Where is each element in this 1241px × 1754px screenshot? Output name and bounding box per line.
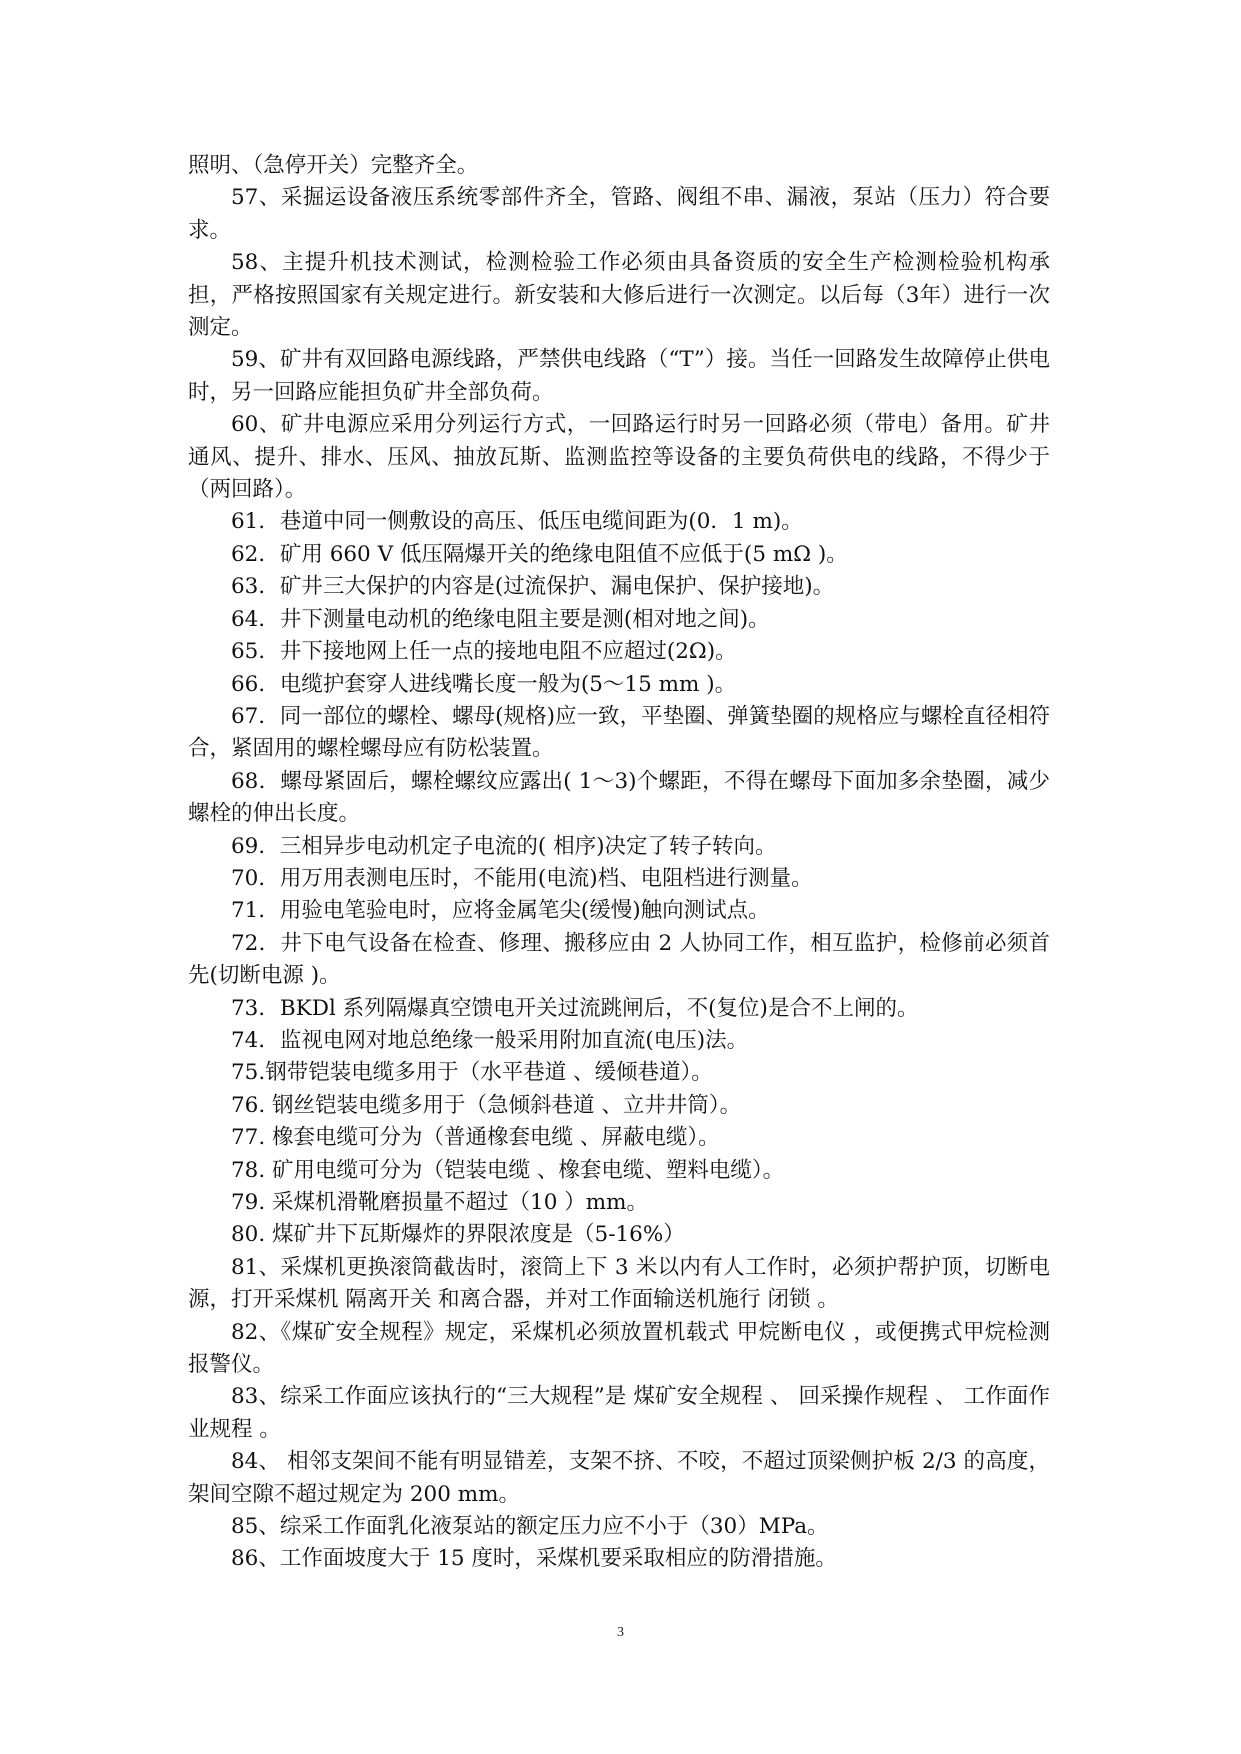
paragraph-item-64: 64．井下测量电动机的绝缘电阻主要是测(相对地之间)。 xyxy=(231,606,770,632)
page-body xyxy=(188,150,1050,1576)
paragraph-item-62: 62．矿用 660 V 低压隔爆开关的绝缘电阻值不应低于(5 mΩ )。 xyxy=(231,541,848,567)
paragraph-item-67: 67．同一部位的螺栓、螺母(规格)应一致，平垫圈、弹簧垫圈的规格应与螺栓直径相符合，紧固用的螺栓螺母应有防松装置。 xyxy=(188,703,1050,762)
paragraph-item-68: 68．螺母紧固后，螺栓螺纹应露出( 1～3)个螺距，不得在螺母下面加多余垫圈，减少螺栓的伸出长度。 xyxy=(188,768,1050,827)
paragraph-item-84: 84、 相邻支架间不能有明显错差，支架不挤、不咬，不超过顶梁侧护板 2/3 的高度，架间空隙不超过规定为 200 mm。 xyxy=(188,1449,1050,1507)
paragraph-item-74: 74．监视电网对地总绝缘一般采用附加直流(电压)法。 xyxy=(231,1027,749,1053)
paragraph-item-76: 76. 钢丝铠装电缆多用于（急倾斜巷道 、立井井筒）。 xyxy=(231,1092,742,1118)
paragraph-item-79: 79. 采煤机滑靴磨损量不超过（10 ）mm。 xyxy=(231,1190,648,1215)
paragraph-item-80: 80. 煤矿井下瓦斯爆炸的界限浓度是（5-16%） xyxy=(231,1222,685,1248)
paragraph-item-63: 63．矿井三大保护的内容是(过流保护、漏电保护、保护接地)。 xyxy=(231,574,835,600)
paragraph-item-66: 66．电缆护套穿人进线嘴长度一般为(5～15 mm )。 xyxy=(231,671,737,697)
paragraph-continuation: 照明、（急停开关）完整齐全。 xyxy=(188,153,479,178)
paragraph-item-82: 82、《煤矿安全规程》规定，采煤机必须放置机载式 甲烷断电仪 ，或便携式甲烷检测报警仪。 xyxy=(188,1319,1050,1378)
paragraph-item-85: 85、综采工作面乳化液泵站的额定压力应不小于（30）MPa。 xyxy=(231,1514,829,1540)
paragraph-item-65: 65．井下接地网上任一点的接地电阻不应超过(2Ω)。 xyxy=(231,639,737,665)
paragraph-item-78: 78. 矿用电缆可分为（铠装电缆 、橡套电缆、塑料电缆）。 xyxy=(231,1157,785,1183)
page-number: 3 xyxy=(617,1625,624,1640)
paragraph-item-81: 81、采煤机更换滚筒截齿时，滚筒上下 3 米以内有人工作时，必须护帮护顶，切断电源，打开采煤机 隔离开关 和离合器，并对工作面输送机施行 闭锁 。 xyxy=(188,1254,1050,1313)
paragraph-item-59: 59、矿井有双回路电源线路，严禁供电线路（“T”）接。当任一回路发生故障停止供电时，另一回路应能担负矿井全部负荷。 xyxy=(188,347,1050,405)
paragraph-item-61: 61．巷道中同一侧敷设的高压、低压电缆间距为(0．1 m)。 xyxy=(231,509,803,535)
paragraph-item-83: 83、综采工作面应该执行的“三大规程”是 煤矿安全规程 、 回采操作规程 、 工作面作业规程 。 xyxy=(188,1384,1050,1442)
paragraph-item-86: 86、工作面坡度大于 15 度时，采煤机要采取相应的防滑措施。 xyxy=(231,1546,837,1572)
paragraph-item-77: 77. 橡套电缆可分为（普通橡套电缆 、屏蔽电缆）。 xyxy=(231,1125,720,1151)
paragraph-item-73: 73．BKDl 系列隔爆真空馈电开关过流跳闸后，不(复位)是合不上闸的。 xyxy=(231,995,919,1021)
paragraph-item-60: 60、矿井电源应采用分列运行方式，一回路运行时另一回路必须（带电）备用。矿井通风、提升、排水、压风、抽放瓦斯、监测监控等设备的主要负荷供电的线路，不得少于（两回路）。 xyxy=(188,412,1050,503)
paragraph-item-72: 72．井下电气设备在检查、修理、搬移应由 2 人协同工作，相互监护，检修前必须首先(切断电源 )。 xyxy=(188,930,1050,989)
paragraph-item-57: 57、采掘运设备液压系统零部件齐全，管路、阀组不串、漏液，泵站（压力）符合要求。 xyxy=(188,185,1050,243)
paragraph-item-75: 75.钢带铠装电缆多用于（水平巷道 、缓倾巷道）。 xyxy=(231,1060,713,1086)
paragraph-item-58: 58、主提升机技术测试，检测检验工作必须由具备资质的安全生产检测检验机构承担，严格按照国家有关规定进行。新安装和大修后进行一次测定。以后每（3年）进行一次测定。 xyxy=(188,250,1050,341)
paragraph-item-70: 70．用万用表测电压时，不能用(电流)档、电阻档进行测量。 xyxy=(231,865,813,891)
paragraph-item-71: 71．用验电笔验电时，应将金属笔尖(缓慢)触向测试点。 xyxy=(231,898,770,924)
paragraph-item-69: 69．三相异步电动机定子电流的( 相序)决定了转子转向。 xyxy=(231,833,777,859)
